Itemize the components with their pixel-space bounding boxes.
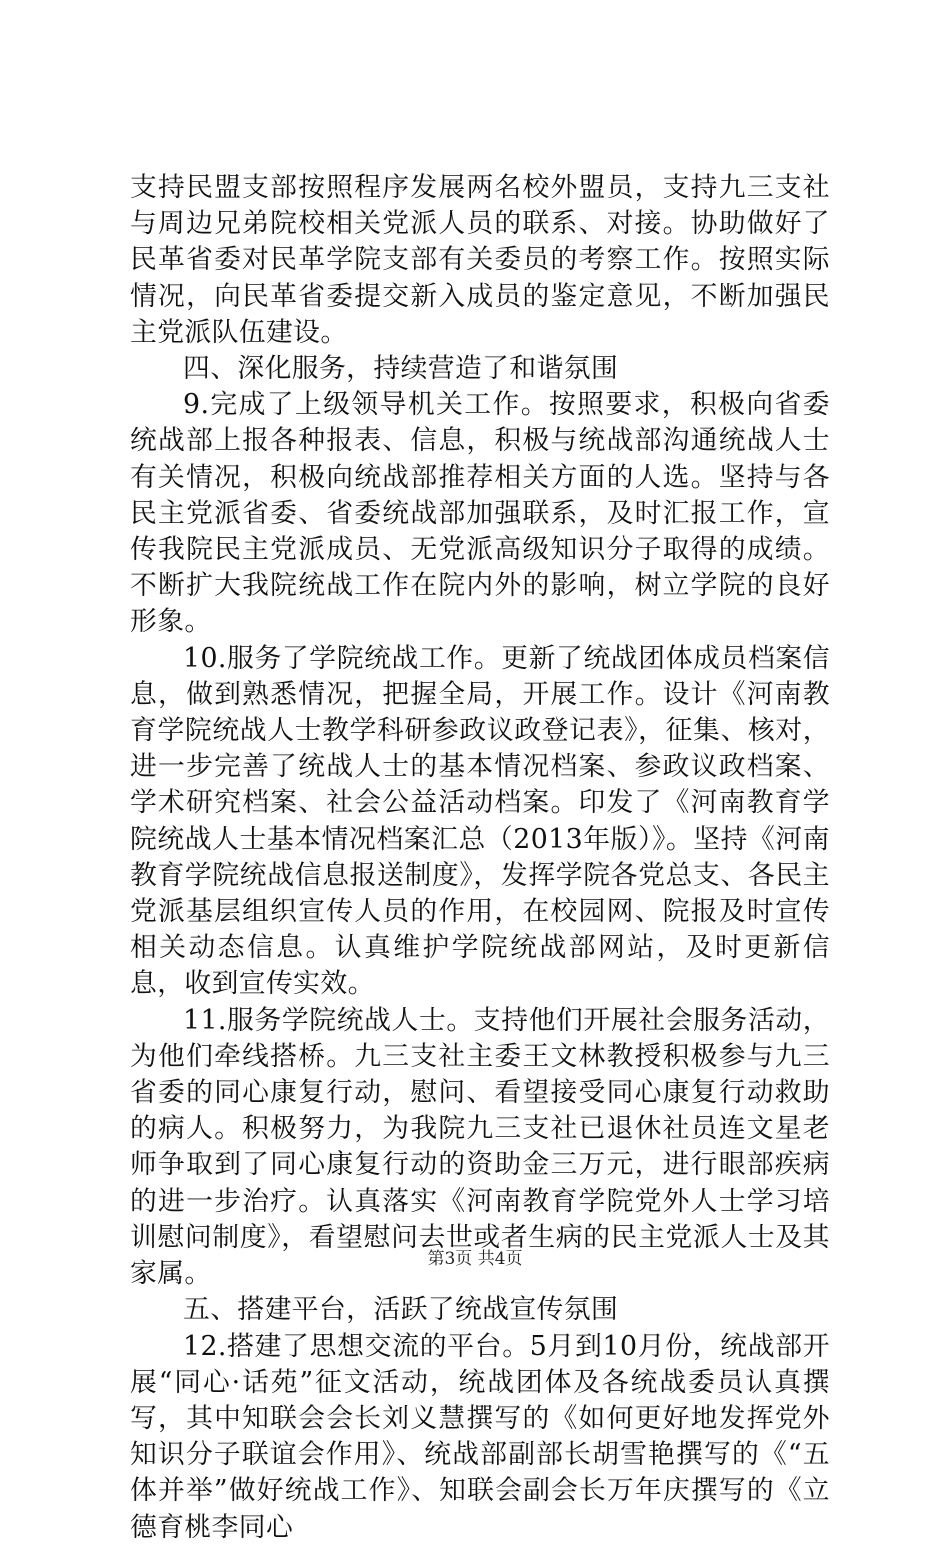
paragraph-item-11: 11.服务学院统战人士。支持他们开展社会服务活动，为他们牵线搭桥。九三支社主委王文林教授积极参与九三省委的同心康复行动，慰问、看望接受同心康复行动救助的病人。积极努力，为我院九三支社已退休社员连文星老师争取到了同心康复行动的资助金三万元，进行眼部疾病的进一步治疗。认真落实《河南教育学院党外人士学习培训慰问制度》，看望慰问去世或者生病的民主党派人士及其家属。 xyxy=(130,1004,830,1290)
section-heading-5: 五、搭建平台，活跃了统战宣传氛围 xyxy=(183,1294,619,1326)
body-text xyxy=(130,170,830,1546)
paragraph-item-12: 12.搭建了思想交流的平台。5月到10月份，统战部开展“同心·话苑”征文活动，统战团体及各统战委员认真撰写，其中知联会会长刘义慧撰写的《如何更好地发挥党外知识分子联谊会作用》、统战部副部长胡雪艳撰写的《“五体并举”做好统战工作》、知联会副会长万年庆撰写的《立德育桃李同心 xyxy=(130,1330,830,1543)
paragraph-item-9: 9.完成了上级领导机关工作。按照要求，积极向省委统战部上报各种报表、信息，积极与统战部沟通统战人士有关情况，积极向统战部推荐相关方面的人选。坚持与各民主党派省委、省委统战部加强联系，及时汇报工作，宣传我院民主党派成员、无党派高级知识分子取得的成绩。不断扩大我院统战工作在院内外的影响，树立学院的良好形象。 xyxy=(130,389,830,638)
paragraph-item-10: 10.服务了学院统战工作。更新了统战团体成员档案信息，做到熟悉情况，把握全局，开展工作。设计《河南教育学院统战人士教学科研参政议政登记表》，征集、核对，进一步完善了统战人士的基本情况档案、参政议政档案、学术研究档案、社会公益活动档案。印发了《河南教育学院统战人士基本情况档案汇总（2013年版）》。坚持《河南教育学院统战信息报送制度》，发挥学院各党总支、各民主党派基层组织宣传人员的作用，在校园网、院报及时宣传相关动态信息。认真维护学院统战部网站，及时更新信息，收到宣传实效。 xyxy=(130,642,830,1000)
section-heading-4: 四、深化服务，持续营造了和谐氛围 xyxy=(183,353,619,385)
page-footer: 第3页 共4页 xyxy=(427,1249,523,1269)
paragraph-continuation: 支持民盟支部按照程序发展两名校外盟员，支持九三支社与周边兄弟院校相关党派人员的联系、对接。协助做好了民革省委对民革学院支部有关委员的考察工作。按照实际情况，向民革省委提交新入成员的鉴定意见，不断加强民主党派队伍建设。 xyxy=(130,172,830,348)
